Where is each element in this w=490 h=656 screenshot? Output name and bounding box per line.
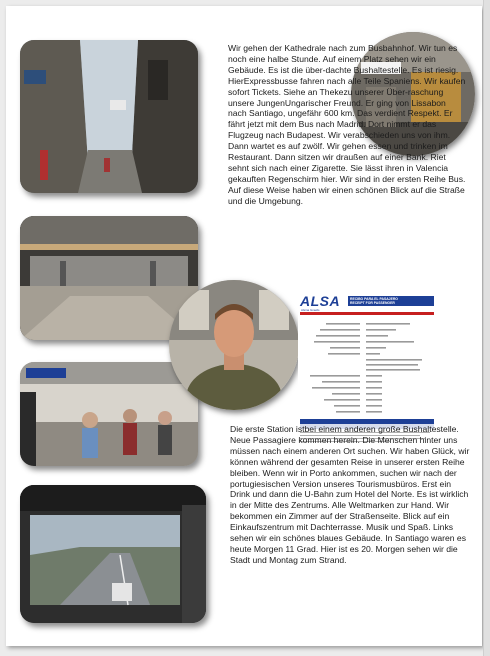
article-paragraph-top: Wir gehen der Kathedrale nach zum Busbahnhof. Wir tun es noch eine halbe Stunde. Auf einem Platz sehen wir ein Gebäude. Es ist die über-dachte Bushaltestelle. Es ist riesig. HierExpressbusse fahren nach alle Teile Spaniens. Wir kaufen sofort Tickets. Siehe an Thekezu unserer Über-raschung unsere JungenUngarischer Freund. Er ging von Lissabon nach Santiago, ungefähr 600 km. Das verdient Respekt. Er fährt jetzt mit dem Bus nach Madrid. Dort nimmt er das Flugzeug nach Budapest. Wir verabschieden uns von ihm. Dann wartet es auf zwölf. Wir gehen essen und trinken im Restaurant. Dann sitzen wir draußen auf einer Bank. Riet sehnt sich nach einer Zigarette. Sie lässt ihren in Valencia gekauften Regenschirm hier. Wir sind in der ersten Reihe Bus. Auf diese Weise haben wir einen schönen Blick auf die Straße und die Umgebung. [228,43,466,206]
receipt-divider [300,312,434,315]
portrait-photo [169,280,299,410]
receipt-header [350,297,398,305]
alsa-logo-subtitle: Alsina Graells [301,308,320,312]
magazine-page [6,6,482,646]
ticket-counter-photo [20,362,198,466]
alsa-logo: ALSA [300,293,341,309]
bus-interior-photo [20,485,206,623]
article-paragraph-bottom: Die erste Station istbei einem anderen große Bushaltestelle. Neue Passagiere kommen herein. Die Menschen hinter uns müssen nach einem anderen Ort suchen. Wir haben Glück, wir können während der gesamten Reise in unserer ersten Reihe bleiben. Wenn wir in Porto ankommen, suchen wir nach der portugiesischen Version unseres Tourismusbüros. Erst ein Drink und dann die U-Bahn zum Hotel del Norte. Es ist wirklich in der Mitte des Zentrums. Alle Weltmarken zur Hand. Wir bekommen ein Zimmer auf der Straßenseite. Blick auf ein Einkaufszentrum mit Dachterrasse. Musik und Spaß. Links sehen wir ein schönes blaues Gebäude. In Santiago waren es heute Morgen 11 Grad. Hier ist es 20. Morgen sehen wir die Stadt und Montag zum Strand. [230,424,470,565]
receipt-header-line1: RECIBO PARA EL PASAJERO [350,297,398,301]
receipt-fields [306,321,434,422]
receipt-header-line2: RECEIPT FOR PASSENGER [350,301,395,305]
street-photo [20,40,198,193]
page-scrollbar[interactable] [483,0,490,656]
bus-station-photo [20,216,198,340]
receipt-field-lines [306,321,434,417]
